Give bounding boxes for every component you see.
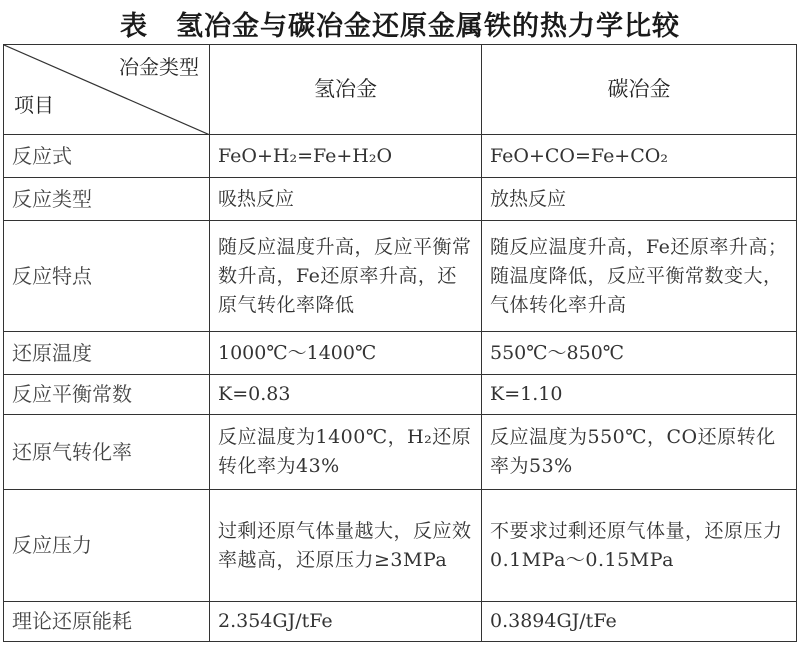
cell-carbon: 不要求过剩还原气体量，还原压力0.1MPa～0.15MPa [482,490,797,602]
table-row [4,221,797,332]
cell-carbon: 550℃～850℃ [482,332,797,375]
corner-header-type: 冶金类型 [119,55,199,79]
cell-hydrogen: 2.354GJ/tFe [210,602,482,642]
table-row [4,490,797,602]
corner-header-item: 项目 [14,93,54,117]
cell-carbon: 随反应温度升高，Fe还原率升高；随温度降低，反应平衡常数变大，气体转化率升高 [482,221,797,332]
cell-carbon: 放热反应 [482,178,797,221]
row-label: 反应式 [4,135,210,178]
table-row [4,602,797,642]
row-label: 反应类型 [4,178,210,221]
table-row [4,135,797,178]
header-row [4,45,797,135]
cell-carbon: 0.3894GJ/tFe [482,602,797,642]
cell-hydrogen: 过剩还原气体量越大，反应效率越高，还原压力≥3MPa [210,490,482,602]
table-row [4,332,797,375]
row-label: 反应压力 [4,490,210,602]
cell-hydrogen: 1000℃～1400℃ [210,332,482,375]
table-row [4,415,797,490]
table-title: 表 氢冶金与碳冶金还原金属铁的热力学比较 [120,11,680,42]
table-row [4,375,797,415]
header-hydrogen: 氢冶金 [210,45,482,135]
cell-hydrogen: 吸热反应 [210,178,482,221]
corner-cell [4,45,210,135]
comparison-table [3,44,797,642]
cell-hydrogen: K=0.83 [210,375,482,415]
row-label: 反应平衡常数 [4,375,210,415]
cell-carbon: K=1.10 [482,375,797,415]
table-row [4,178,797,221]
cell-carbon: 反应温度为550℃，CO还原转化率为53% [482,415,797,490]
cell-carbon: FeO+CO=Fe+CO₂ [482,135,797,178]
header-carbon: 碳冶金 [482,45,797,135]
cell-hydrogen: 反应温度为1400℃，H₂还原转化率为43% [210,415,482,490]
cell-hydrogen: 随反应温度升高，反应平衡常数升高，Fe还原率升高，还原气转化率降低 [210,221,482,332]
row-label: 反应特点 [4,221,210,332]
row-label: 还原温度 [4,332,210,375]
row-label: 理论还原能耗 [4,602,210,642]
cell-hydrogen: FeO+H₂=Fe+H₂O [210,135,482,178]
row-label: 还原气转化率 [4,415,210,490]
